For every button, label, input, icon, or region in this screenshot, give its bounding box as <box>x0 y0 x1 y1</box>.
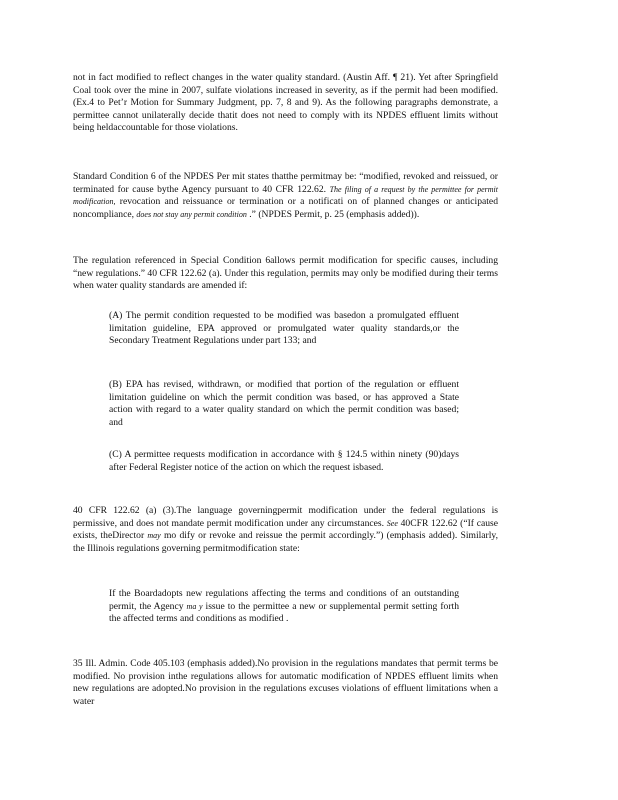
block-quote-item-a <box>109 310 459 348</box>
quote-text: issue to the permittee a new or supplemental permit setting forth the affected terms and conditions as modified . <box>109 600 460 625</box>
block-quote-item-b <box>109 379 459 429</box>
italic-text: may <box>147 531 161 541</box>
paragraph-text: The regulation referenced in Special Condition 6allows permit modification for specific causes, including “new regulations.” 40 CFR 122.62 (a). Under this regulation, permits may only be modified during their terms when water quality standards are amended if: <box>73 255 498 292</box>
quote-text: (C) A permittee requests modification in accordance with § 124.5 within ninety (90)days after Federal Register notice of the action on which the request isbased. <box>109 449 459 473</box>
paragraph-text: 40CFR 122.62 (“If cause exists, theDirector <box>73 517 498 542</box>
paragraph-text: Standard Condition 6 of the NPDES Per mit states thatthe permitmay be: “modified, revoked and reissued, or terminated for cause bythe Agency pursuant to 40 CFR 122.62. <box>73 171 498 195</box>
paragraph-text: 35 Ill. Admin. Code 405.103 (emphasis added).No provision in the regulations mandates that permit terms be modified. No provision inthe regulations allows for automatic modification of NPDES effluent limits when new regulations are adopted.No provision in the regulations excuses violations of effluent limitations when a water <box>73 658 498 707</box>
italic-text: The filing of a request by the permittee for permit modification, <box>73 184 498 207</box>
paragraph-text: 40 CFR 122.62 (a) (3).The language governingpermit modification under the federal regulations is permissive, and does not mandate permit modification under any circumstances. <box>73 505 498 529</box>
italic-text: does not stay any permit condition <box>136 209 247 219</box>
block-quote-item-c <box>109 449 459 474</box>
block-quote-illinois <box>109 588 459 626</box>
paragraph-text: revocation and reissuance or termination or a notificati on of planned changes or anticipated noncompliance, <box>73 196 498 220</box>
paragraph-standard-condition <box>73 171 498 221</box>
paragraph-text: mo dify or revoke and reissue the permit accordingly.”) (emphasis added). Similarly, the Illinois regulations governing permitmodification state: <box>73 530 498 554</box>
quote-text: (A) The permit condition requested to be modified was basedon a promulgated effluent limitation guideline, EPA approved or promulgated water quality standards,or the Secondary Treatment Regulations under part 133; and <box>109 310 459 347</box>
paragraph-austin-affidavit <box>73 72 498 135</box>
paragraph-regulation-referenced <box>73 255 498 293</box>
quote-text: (B) EPA has revised, withdrawn, or modified that portion of the regulation or effluent limitation guideline on which the permit condition was based, or has approved a State action with regard to a water quality standard on which the permit condition was based; and <box>109 379 459 428</box>
italic-text: See <box>386 518 398 528</box>
quote-text: If the Boardadopts new regulations affecting the terms and conditions of an outstanding permit, the Agency <box>109 588 459 612</box>
paragraph-cfr-language <box>73 505 498 555</box>
paragraph-text: .” (NPDES Permit, p. 25 (emphasis added)). <box>249 208 420 220</box>
italic-text: ma y <box>186 601 203 611</box>
paragraph-illinois-code <box>73 658 498 708</box>
paragraph-text: not in fact modified to reflect changes in the water quality standard. (Austin Aff. ¶ 21). Yet after Springfield Coal took over the mine in 2007, sulfate violations increased in severity, as if the permit had been modified. (Ex.4 to Pet’r Motion for Summary Judgment, pp. 7, 8 and 9). As the following paragraphs demonstrate, a permittee cannot unilaterally decide thatit does not need to comply with its NPDES effluent limits without being heldaccountable for those violations. <box>73 72 498 134</box>
